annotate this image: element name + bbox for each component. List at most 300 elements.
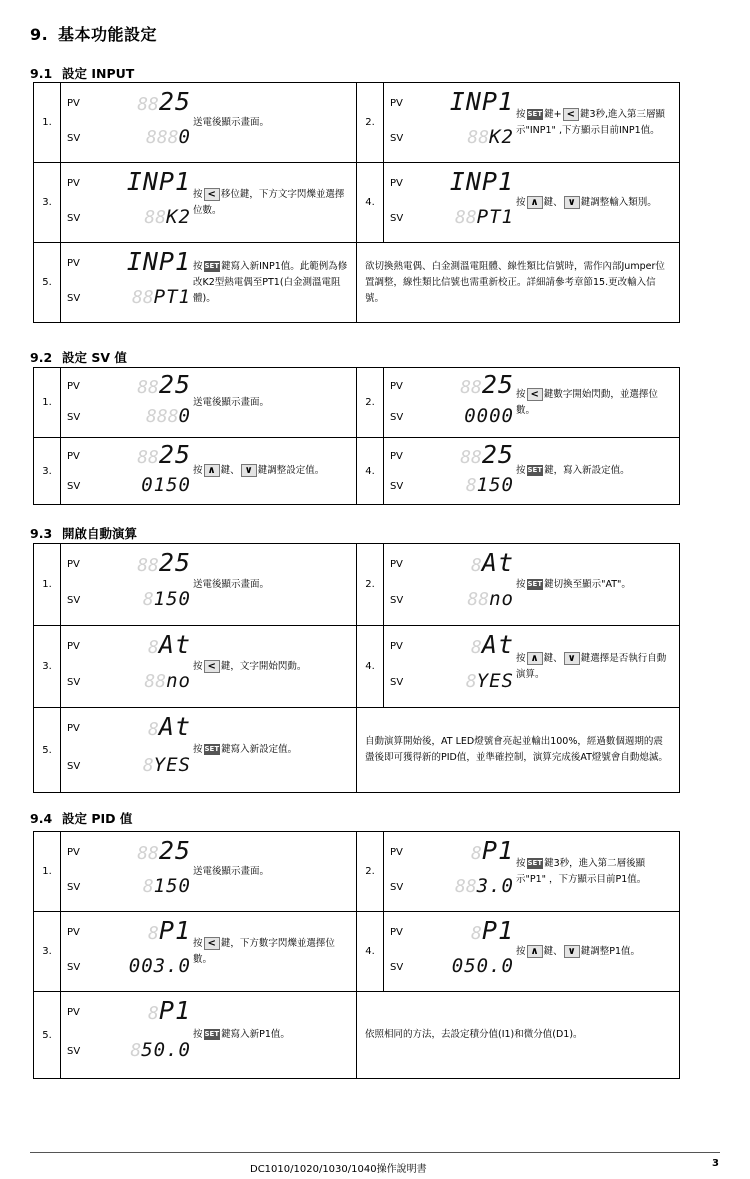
description-text: 鍵，文字開始閃動。: [220, 660, 307, 672]
step-description: [193, 1027, 349, 1043]
description-text: 按: [516, 652, 526, 664]
pv-readout: [424, 440, 514, 469]
pv-value: 25: [158, 836, 191, 865]
description-text: 鍵寫入新P1值。: [221, 1029, 290, 1040]
controller-display: [67, 626, 191, 707]
step-number: 3.: [34, 912, 61, 992]
arrow-key-icon: <: [204, 660, 220, 673]
sv-value: YES: [476, 670, 514, 692]
pv-label: PV: [67, 1007, 80, 1018]
step-description: [516, 944, 672, 960]
description-text: 送電後顯示畫面。: [193, 865, 270, 877]
sv-value: PT1: [476, 206, 514, 228]
controller-display: [390, 83, 514, 162]
sv-readout: [424, 875, 514, 897]
arrow-key-icon: <: [204, 937, 220, 950]
pv-label: PV: [390, 641, 403, 652]
sv-readout: [101, 955, 191, 977]
pv-readout: [424, 370, 514, 399]
section-title: 設定 PID 值: [62, 811, 133, 826]
step-description: [193, 577, 349, 593]
step-description: [193, 864, 349, 880]
step-row: [34, 544, 680, 626]
step-description: [516, 463, 672, 479]
unlit-digits: 88: [460, 377, 482, 398]
unlit-digits: 88: [454, 207, 477, 228]
step-row: [34, 83, 680, 163]
sv-readout: [424, 955, 514, 977]
pv-label: PV: [67, 178, 80, 189]
step-number: 3.: [34, 438, 61, 505]
section-note: 依照相同的方法，去設定積分值(I1)和微分值(D1)。: [357, 992, 680, 1079]
step-cell: [61, 438, 357, 505]
step-cell: [384, 83, 680, 163]
set-key-icon: SET: [527, 466, 543, 474]
step-number: 1.: [34, 83, 61, 163]
unlit-digits: 8: [142, 876, 154, 897]
pv-value: 25: [481, 370, 514, 399]
unlit-digits: 88: [144, 207, 167, 228]
unlit-digits: 8: [471, 555, 482, 576]
steps-table: [33, 831, 680, 1079]
pv-readout: [101, 712, 191, 741]
step-cell: [61, 544, 357, 626]
pv-value: 25: [158, 87, 191, 116]
description-text: 按: [516, 945, 526, 957]
unlit-digits: 8: [148, 637, 159, 658]
arrow-key-icon: ∧: [527, 945, 543, 958]
unlit-digits: 888: [146, 406, 179, 427]
steps-table: [33, 82, 680, 323]
arrow-key-icon: ∨: [241, 464, 257, 477]
unlit-digits: 8: [465, 671, 477, 692]
pv-value: 25: [158, 548, 191, 577]
unlit-digits: 88: [144, 671, 167, 692]
description-text: 鍵、: [220, 465, 240, 476]
unlit-digits: 8: [471, 637, 482, 658]
unlit-digits: 88: [137, 555, 159, 576]
step-description: [516, 577, 672, 593]
sv-label: SV: [390, 882, 404, 893]
step-number: 1.: [34, 832, 61, 912]
sv-label: SV: [390, 962, 404, 973]
set-key-icon: SET: [527, 858, 543, 867]
step-cell: [384, 626, 680, 708]
step-row: [34, 708, 680, 793]
pv-label: PV: [67, 641, 80, 652]
sv-value: 0: [178, 405, 191, 427]
step-number: 1.: [34, 368, 61, 438]
controller-display: [390, 832, 514, 911]
unlit-digits: 88: [467, 127, 490, 148]
set-key-icon: SET: [204, 1030, 220, 1038]
sv-label: SV: [390, 412, 404, 423]
pv-readout: [101, 548, 191, 577]
sv-label: SV: [390, 213, 404, 224]
arrow-key-icon: <: [563, 108, 579, 121]
sv-value: 050.0: [451, 955, 514, 977]
description-text: 鍵，下方數字閃爍並選擇位數。: [193, 937, 335, 965]
sv-label: SV: [67, 677, 81, 688]
arrow-key-icon: ∧: [204, 464, 220, 477]
pv-label: PV: [390, 847, 403, 858]
sv-readout: [101, 875, 191, 897]
unlit-digits: 8: [465, 475, 477, 496]
description-text: 鍵調整設定值。: [257, 465, 325, 476]
description-text: 按: [516, 465, 526, 476]
section-title: 設定 SV 值: [62, 350, 127, 365]
controller-display: [67, 243, 191, 322]
description-text: 送電後顯示畫面。: [193, 116, 270, 128]
sv-value: 0: [178, 126, 191, 148]
step-description: [193, 742, 349, 758]
arrow-key-icon: ∨: [564, 652, 580, 665]
section-title: 開啟自動演算: [62, 526, 138, 541]
unlit-digits: 88: [460, 447, 482, 468]
pv-readout: [424, 167, 514, 196]
controller-display: [67, 912, 191, 991]
pv-readout: [424, 548, 514, 577]
section-number: 9.2: [30, 350, 53, 365]
section-number: 9.4: [30, 811, 53, 826]
description-text: 送電後顯示畫面。: [193, 578, 270, 590]
pv-readout: [101, 87, 191, 116]
pv-value: INP1: [126, 167, 191, 196]
pv-value: At: [481, 630, 514, 659]
pv-label: PV: [390, 178, 403, 189]
description-text: 鍵調整輸入類別。: [580, 196, 657, 208]
description-text: 鍵切換至顯示"AT"。: [544, 578, 631, 590]
steps-table: [33, 367, 680, 505]
section-heading: [30, 809, 132, 827]
sv-readout: [424, 126, 514, 148]
pv-value: INP1: [449, 167, 514, 196]
sv-readout: [101, 126, 191, 148]
description-text: 鍵選擇是否執行自動演算。: [516, 652, 667, 680]
pv-value: 25: [481, 440, 514, 469]
sv-value: 150: [476, 474, 514, 496]
step-description: [193, 115, 349, 131]
step-description: [516, 195, 672, 211]
description-text: 移位鍵，下方文字閃爍並選擇位數。: [193, 188, 345, 216]
pv-readout: [101, 440, 191, 469]
step-number: 4.: [357, 163, 384, 243]
pv-readout: [424, 916, 514, 945]
step-number: 4.: [357, 912, 384, 992]
step-row: [34, 163, 680, 243]
section-heading: [30, 524, 137, 542]
unlit-digits: 8: [148, 719, 159, 740]
sv-label: SV: [67, 133, 81, 144]
controller-display: [390, 368, 514, 437]
unlit-digits: 8: [148, 923, 159, 944]
step-cell: [384, 438, 680, 505]
step-cell: [61, 912, 357, 992]
pv-label: PV: [390, 451, 403, 462]
set-key-icon: SET: [527, 109, 543, 118]
description-text: 按: [193, 1029, 203, 1040]
page-number: 3: [712, 1158, 719, 1169]
sv-value: 3.0: [476, 875, 514, 897]
unlit-digits: 88: [467, 589, 490, 610]
step-number: 1.: [34, 544, 61, 626]
chapter-number: 9.: [30, 25, 49, 44]
arrow-key-icon: ∧: [527, 652, 543, 665]
sv-label: SV: [390, 481, 404, 492]
sv-label: SV: [67, 595, 81, 606]
step-cell: [384, 368, 680, 438]
unlit-digits: 88: [137, 843, 159, 864]
description-text: 按: [193, 188, 203, 200]
sv-label: SV: [67, 412, 81, 423]
step-description: [193, 463, 349, 479]
step-number: 4.: [357, 438, 384, 505]
description-text: 鍵3秒，進入第二層後顯示"P1" ，下方顯示目前P1值。: [516, 857, 647, 885]
pv-value: 25: [158, 370, 191, 399]
sv-value: 150: [153, 875, 191, 897]
set-key-icon: SET: [204, 745, 220, 753]
description-text: 按: [193, 660, 203, 672]
arrow-key-icon: <: [527, 388, 543, 401]
description-text: 按: [516, 108, 526, 120]
controller-display: [390, 438, 514, 504]
description-text: 鍵，寫入新設定值。: [544, 465, 630, 476]
sv-value: 50.0: [141, 1039, 191, 1061]
pv-readout: [101, 836, 191, 865]
sv-readout: [424, 405, 514, 427]
step-cell: [61, 368, 357, 438]
pv-readout: [101, 167, 191, 196]
sv-value: no: [166, 670, 191, 692]
step-row: [34, 912, 680, 992]
section-number: 9.3: [30, 526, 53, 541]
description-text: 鍵、: [543, 945, 563, 957]
pv-value: INP1: [449, 87, 514, 116]
section-note: 欲切換熱電偶、白金測溫電阻體、線性類比信號時，需作內部Jumper位置調整，線性類比信號也需重新校正。詳細請參考章節15.更改輸入信號。: [357, 243, 680, 323]
controller-display: [390, 912, 514, 991]
step-description: [516, 856, 672, 888]
description-text: 按: [193, 465, 203, 476]
step-number: 2.: [357, 368, 384, 438]
unlit-digits: 8: [471, 843, 482, 864]
step-cell: [384, 163, 680, 243]
unlit-digits: 8: [148, 1003, 159, 1024]
step-description: [516, 387, 672, 419]
controller-display: [390, 163, 514, 242]
step-row: [34, 438, 680, 505]
pv-label: PV: [390, 927, 403, 938]
pv-readout: [424, 87, 514, 116]
pv-value: P1: [158, 996, 191, 1025]
sv-label: SV: [67, 1046, 81, 1057]
description-text: 鍵寫入新INP1值。此範例為修改K2型熱電偶至PT1(白金測溫電阻體)。: [193, 260, 348, 304]
step-description: [193, 187, 349, 219]
pv-value: INP1: [126, 247, 191, 276]
controller-display: [67, 163, 191, 242]
chapter-title: 基本功能設定: [58, 25, 158, 44]
sv-value: no: [489, 588, 514, 610]
description-text: 按: [516, 578, 526, 590]
pv-label: PV: [67, 451, 80, 462]
description-text: 按: [516, 196, 526, 208]
step-row: [34, 992, 680, 1079]
section-number: 9.1: [30, 66, 53, 81]
section-heading: [30, 348, 127, 366]
sv-value: K2: [489, 126, 514, 148]
pv-label: PV: [67, 723, 80, 734]
step-cell: [61, 626, 357, 708]
step-number: 2.: [357, 83, 384, 163]
description-text: 按: [193, 744, 203, 755]
sv-readout: [101, 206, 191, 228]
step-description: [516, 651, 672, 683]
sv-label: SV: [67, 293, 81, 304]
step-cell: [61, 243, 357, 323]
sv-value: 003.0: [128, 955, 191, 977]
pv-readout: [424, 630, 514, 659]
arrow-key-icon: ∨: [564, 945, 580, 958]
controller-display: [67, 368, 191, 437]
pv-label: PV: [390, 98, 403, 109]
description-text: 按: [516, 388, 526, 400]
sv-readout: [101, 670, 191, 692]
step-number: 3.: [34, 626, 61, 708]
sv-readout: [424, 588, 514, 610]
description-text: 按: [193, 937, 203, 949]
set-key-icon: SET: [204, 261, 220, 270]
step-row: [34, 368, 680, 438]
description-text: 鍵3秒,進入第三層顯示"INP1" ,下方顯示目前INP1值。: [516, 108, 666, 136]
step-row: [34, 243, 680, 323]
section-heading: [30, 64, 134, 82]
sv-value: 0000: [464, 405, 514, 427]
sv-label: SV: [67, 962, 81, 973]
arrow-key-icon: ∧: [527, 196, 543, 209]
sv-readout: [101, 474, 191, 496]
sv-value: YES: [153, 754, 191, 776]
controller-display: [67, 83, 191, 162]
footer-title: DC1010/1020/1030/1040操作說明書: [250, 1164, 427, 1175]
pv-readout: [101, 370, 191, 399]
step-description: [193, 936, 349, 968]
page-title: [30, 22, 157, 45]
description-text: 按: [516, 857, 526, 869]
sv-label: SV: [390, 133, 404, 144]
step-row: [34, 626, 680, 708]
step-description: [516, 107, 672, 139]
sv-readout: [424, 474, 514, 496]
arrow-key-icon: ∨: [564, 196, 580, 209]
step-cell: [61, 832, 357, 912]
set-key-icon: SET: [527, 579, 543, 588]
unlit-digits: 8: [142, 589, 154, 610]
pv-label: PV: [67, 381, 80, 392]
pv-readout: [101, 247, 191, 276]
sv-value: 0150: [141, 474, 191, 496]
controller-display: [67, 708, 191, 792]
step-cell: [61, 992, 357, 1079]
step-row: [34, 832, 680, 912]
unlit-digits: 8: [471, 923, 482, 944]
step-cell: [384, 544, 680, 626]
step-number: 2.: [357, 544, 384, 626]
description-text: 鍵數字開始閃動，並選擇位數。: [516, 388, 658, 416]
sv-readout: [101, 1039, 191, 1061]
description-text: 鍵+: [544, 108, 562, 120]
sv-value: K2: [166, 206, 191, 228]
sv-readout: [101, 754, 191, 776]
pv-readout: [101, 916, 191, 945]
pv-readout: [101, 630, 191, 659]
pv-label: PV: [67, 559, 80, 570]
pv-readout: [101, 996, 191, 1025]
sv-value: PT1: [153, 286, 191, 308]
footer-divider: [30, 1152, 720, 1153]
description-text: 鍵、: [543, 196, 563, 208]
description-text: 送電後顯示畫面。: [193, 396, 270, 408]
section-note: 自動演算開始後，AT LED燈號會亮起並輸出100%，經過數個週期的震盪後即可獲得新的PID值，並準確控制，演算完成後AT燈號會自動熄滅。: [357, 708, 680, 793]
unlit-digits: 88: [137, 377, 159, 398]
step-number: 3.: [34, 163, 61, 243]
sv-value: 150: [153, 588, 191, 610]
step-description: [193, 259, 349, 307]
sv-label: SV: [67, 882, 81, 893]
controller-display: [67, 832, 191, 911]
sv-label: SV: [67, 481, 81, 492]
step-description: [193, 395, 349, 411]
step-number: 5.: [34, 708, 61, 793]
controller-display: [390, 544, 514, 625]
unlit-digits: 88: [454, 876, 477, 897]
step-number: 4.: [357, 626, 384, 708]
sv-label: SV: [390, 595, 404, 606]
pv-value: P1: [158, 916, 191, 945]
unlit-digits: 8: [130, 1040, 142, 1061]
step-number: 5.: [34, 992, 61, 1079]
pv-value: At: [158, 630, 191, 659]
sv-readout: [101, 286, 191, 308]
pv-value: At: [481, 548, 514, 577]
sv-readout: [424, 206, 514, 228]
sv-readout: [101, 405, 191, 427]
step-number: 2.: [357, 832, 384, 912]
steps-table: [33, 543, 680, 793]
section-title: 設定 INPUT: [62, 66, 135, 81]
unlit-digits: 88: [137, 94, 159, 115]
step-cell: [61, 708, 357, 793]
unlit-digits: 888: [146, 127, 179, 148]
description-text: 鍵寫入新設定值。: [221, 744, 298, 755]
step-cell: [384, 832, 680, 912]
unlit-digits: 8: [142, 755, 154, 776]
step-cell: [61, 83, 357, 163]
pv-value: P1: [481, 916, 514, 945]
step-cell: [61, 163, 357, 243]
pv-value: At: [158, 712, 191, 741]
step-cell: [384, 912, 680, 992]
controller-display: [67, 544, 191, 625]
pv-readout: [424, 836, 514, 865]
pv-label: PV: [390, 559, 403, 570]
sv-label: SV: [67, 213, 81, 224]
arrow-key-icon: <: [204, 188, 220, 201]
controller-display: [390, 626, 514, 707]
unlit-digits: 88: [131, 287, 154, 308]
sv-label: SV: [67, 761, 81, 772]
pv-value: 25: [158, 440, 191, 469]
pv-label: PV: [67, 847, 80, 858]
step-description: [193, 659, 349, 675]
